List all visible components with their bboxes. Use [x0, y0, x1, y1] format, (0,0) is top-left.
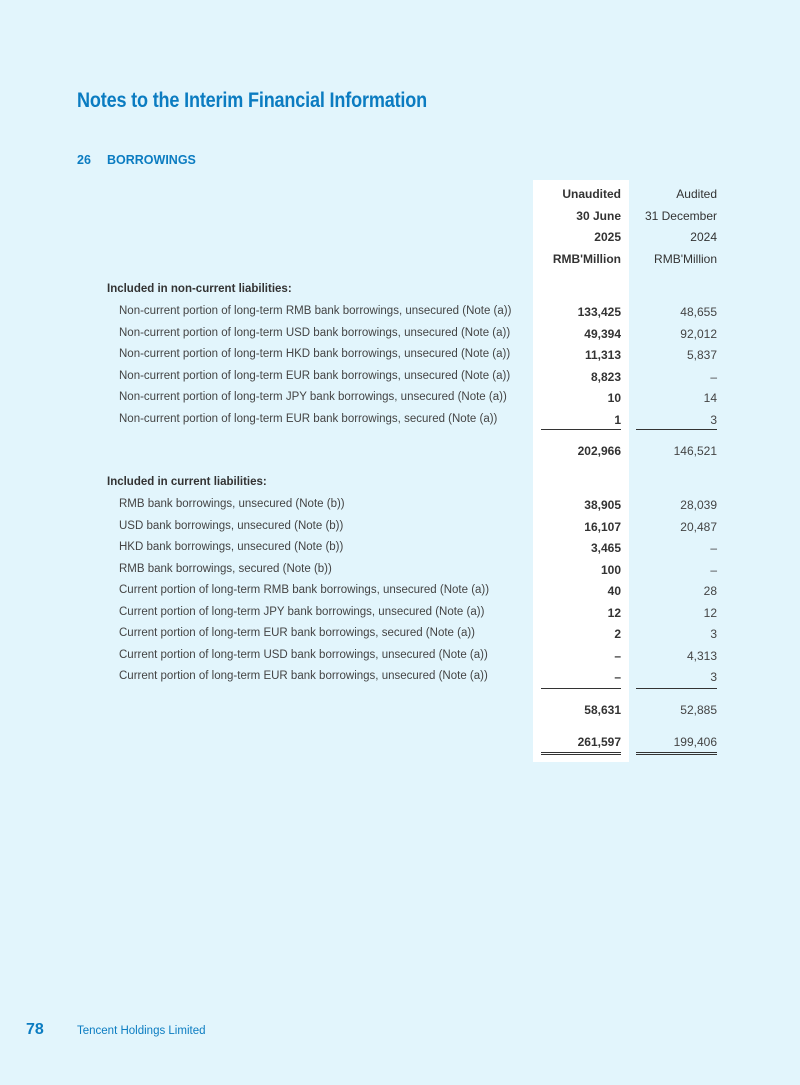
header-current-3: RMB'Million	[552, 252, 621, 266]
table-row-label: HKD bank borrowings, unsecured (Note (b))	[119, 541, 344, 553]
page-title: Notes to the Interim Financial Information	[77, 89, 427, 112]
table-row-label: Non-current portion of long-term EUR bank borrowings, secured (Note (a))	[119, 413, 498, 425]
non-current-subtotal-prior: 146,521	[673, 444, 717, 458]
table-cell-current: 38,905	[584, 498, 621, 512]
subtotal-rule-prior	[636, 688, 717, 689]
table-row-label: Current portion of long-term RMB bank borrowings, unsecured (Note (a))	[119, 584, 490, 596]
section-heading	[77, 153, 196, 167]
header-current-1: 30 June	[576, 209, 621, 223]
table-cell-current: 1	[614, 413, 621, 427]
table-cell-current: 16,107	[584, 520, 621, 534]
table-cell-current: 100	[600, 563, 621, 577]
table-cell-prior: 92,012	[680, 327, 717, 341]
subtotal-rule-prior	[636, 429, 717, 430]
table-row-label: Current portion of long-term JPY bank borrowings, unsecured (Note (a))	[119, 606, 485, 618]
table-cell-prior: –	[710, 370, 717, 384]
page-number: 78	[26, 1021, 44, 1038]
table-row-label: Non-current portion of long-term USD bank borrowings, unsecured (Note (a))	[119, 327, 511, 339]
header-prior-0: Audited	[676, 187, 717, 201]
table-cell-prior: 12	[703, 606, 717, 620]
footer-company: Tencent Holdings Limited	[77, 1025, 206, 1037]
total-prior: 199,406	[673, 735, 717, 749]
header-prior-2: 2024	[690, 230, 717, 244]
table-cell-current: 40	[607, 584, 621, 598]
table-cell-prior: 48,655	[680, 305, 717, 319]
table-cell-current: 133,425	[577, 305, 621, 319]
table-cell-prior: 20,487	[680, 520, 717, 534]
table-row-label: Non-current portion of long-term RMB bank borrowings, unsecured (Note (a))	[119, 305, 512, 317]
header-prior-3: RMB'Million	[654, 252, 717, 266]
table-row-label: RMB bank borrowings, secured (Note (b))	[119, 563, 332, 575]
subtotal-rule-current	[541, 688, 621, 689]
table-row-label: Non-current portion of long-term JPY bank borrowings, unsecured (Note (a))	[119, 391, 507, 403]
table-cell-current: 8,823	[590, 370, 621, 384]
table-cell-current: 49,394	[584, 327, 621, 341]
table-row-label: Non-current portion of long-term HKD bank borrowings, unsecured (Note (a))	[119, 348, 511, 360]
current-liabilities-heading: Included in current liabilities:	[107, 476, 267, 488]
non-current-subtotal-current: 202,966	[577, 444, 621, 458]
current-subtotal-current: 58,631	[584, 703, 621, 717]
table-cell-current: 2	[614, 627, 621, 641]
table-cell-prior: 14	[703, 391, 717, 405]
total-double-rule-prior	[636, 752, 717, 755]
section-number: 26	[77, 153, 91, 167]
table-row-label: RMB bank borrowings, unsecured (Note (b))	[119, 498, 345, 510]
table-cell-current: 12	[607, 606, 621, 620]
subtotal-rule-current	[541, 429, 621, 430]
table-row-label: Current portion of long-term EUR bank borrowings, secured (Note (a))	[119, 627, 476, 639]
header-current-2: 2025	[594, 230, 621, 244]
table-row-label: Current portion of long-term USD bank borrowings, unsecured (Note (a))	[119, 649, 488, 661]
table-cell-prior: –	[710, 541, 717, 555]
table-row-label: Non-current portion of long-term EUR bank borrowings, unsecured (Note (a))	[119, 370, 511, 382]
table-cell-prior: –	[710, 563, 717, 577]
table-cell-current: 11,313	[584, 348, 621, 362]
total-current: 261,597	[577, 735, 621, 749]
table-cell-current: 10	[607, 391, 621, 405]
table-cell-prior: 28,039	[680, 498, 717, 512]
header-prior-1: 31 December	[644, 209, 717, 223]
table-cell-prior: 3	[710, 670, 717, 684]
table-row-label: USD bank borrowings, unsecured (Note (b))	[119, 520, 344, 532]
table-cell-prior: 28	[703, 584, 717, 598]
current-subtotal-prior: 52,885	[680, 703, 717, 717]
table-cell-prior: 3	[710, 627, 717, 641]
table-cell-prior: 3	[710, 413, 717, 427]
table-cell-current: –	[614, 670, 621, 684]
table-cell-current: 3,465	[590, 541, 621, 555]
table-cell-prior: 4,313	[686, 649, 717, 663]
table-cell-current: –	[614, 649, 621, 663]
section-title: BORROWINGS	[107, 153, 196, 167]
table-cell-prior: 5,837	[686, 348, 717, 362]
table-row-label: Current portion of long-term EUR bank borrowings, unsecured (Note (a))	[119, 670, 488, 682]
total-double-rule-current	[541, 752, 621, 755]
header-current-0: Unaudited	[562, 187, 621, 201]
non-current-heading: Included in non-current liabilities:	[107, 283, 292, 295]
